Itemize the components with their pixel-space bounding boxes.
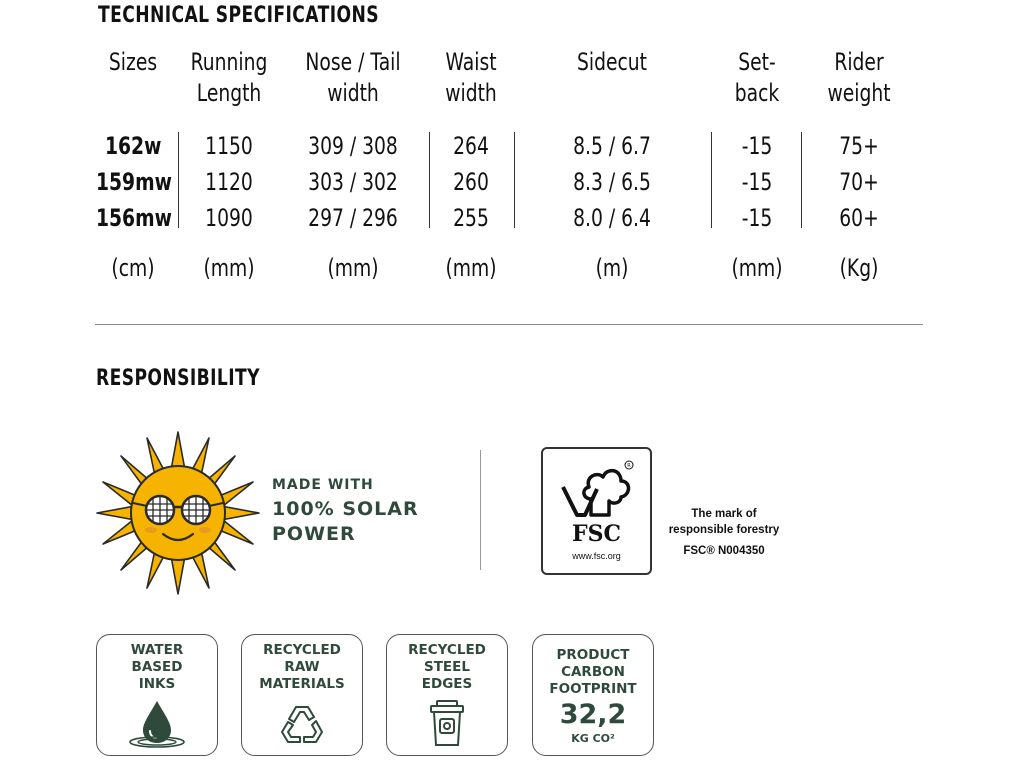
table-cell: 8.3 / 6.5 [573, 168, 651, 196]
badge-product-carbon-footprint [532, 634, 654, 756]
table-cell: 75+ [839, 132, 879, 160]
header-setback: Set- back [734, 48, 780, 107]
column-divider [178, 132, 179, 228]
section-divider [95, 324, 923, 325]
size-159mw: 159mw [96, 168, 172, 196]
badge-title: WATER BASED INKS [130, 642, 184, 692]
header-rider-weight: Rider weight [827, 48, 891, 107]
carbon-footprint-value: 32,2 [559, 699, 627, 730]
fsc-logo-text: FSC [571, 521, 622, 547]
sun-with-sunglasses-icon [95, 430, 261, 596]
fsc-logo [541, 447, 652, 575]
column-divider [514, 132, 515, 228]
table-cell: -15 [741, 168, 773, 196]
table-cell: 260 [453, 168, 489, 196]
badge-recycled-raw-materials [241, 634, 363, 756]
table-cell: 255 [453, 204, 489, 232]
column-divider [429, 132, 430, 228]
recycle-icon [276, 701, 328, 747]
unit-label: (mm) [203, 254, 255, 282]
fsc-tree-check-icon [555, 459, 637, 521]
header-nose-tail-width: Nose / Tail width [305, 48, 401, 107]
unit-label: (Kg) [839, 254, 879, 282]
header-sidecut: Sidecut [577, 48, 647, 76]
table-cell: 297 / 296 [308, 204, 398, 232]
header-sizes: Sizes [108, 48, 158, 76]
svg-text:R: R [627, 463, 631, 469]
solar-line-2: 100% SOLAR [272, 498, 419, 520]
column-divider [711, 132, 712, 228]
badge-water-based-inks [96, 634, 218, 756]
badge-title: RECYCLED RAW MATERIALS [259, 642, 345, 692]
table-cell: 1150 [205, 132, 253, 160]
badge-recycled-steel-edges [386, 634, 508, 756]
badge-title: RECYCLED STEEL EDGES [408, 642, 486, 692]
unit-label: (m) [595, 254, 629, 282]
solar-line-3: POWER [272, 523, 356, 545]
carbon-footprint-unit: KG CO² [571, 732, 615, 745]
table-cell: 303 / 302 [308, 168, 398, 196]
fsc-caption-line-1: The mark of [691, 508, 757, 520]
table-cell: 60+ [839, 204, 879, 232]
header-running-length: Running Length [190, 48, 268, 107]
badge-title: PRODUCT CARBON FOOTPRINT [549, 647, 637, 697]
size-162w: 162w [105, 132, 162, 160]
unit-label: (mm) [445, 254, 497, 282]
recycling-bin-icon [427, 697, 467, 749]
table-cell: 1120 [205, 168, 253, 196]
table-cell: 309 / 308 [308, 132, 398, 160]
solar-power-text [272, 474, 419, 546]
responsibility-divider [480, 450, 481, 570]
fsc-license: FSC® N004350 [683, 545, 765, 557]
water-drop-icon [127, 697, 187, 749]
table-cell: 8.0 / 6.4 [573, 204, 651, 232]
table-cell: -15 [741, 132, 773, 160]
table-cell: 1090 [205, 204, 253, 232]
unit-label: (mm) [327, 254, 379, 282]
fsc-url: www.fsc.org [572, 551, 621, 561]
unit-label: (cm) [111, 254, 155, 282]
header-waist-width: Waist width [445, 48, 497, 107]
column-divider [801, 132, 802, 228]
unit-label: (mm) [731, 254, 783, 282]
size-156mw: 156mw [96, 204, 172, 232]
table-cell: 264 [453, 132, 489, 160]
responsibility-title: RESPONSIBILITY [96, 366, 260, 391]
table-cell: 70+ [839, 168, 879, 196]
table-cell: 8.5 / 6.7 [573, 132, 651, 160]
fsc-caption-line-2: responsible forestry [668, 524, 780, 536]
fsc-caption [660, 506, 788, 559]
tech-specs-title: TECHNICAL SPECIFICATIONS [98, 3, 379, 28]
solar-line-1: MADE WITH [272, 477, 374, 493]
table-cell: -15 [741, 204, 773, 232]
